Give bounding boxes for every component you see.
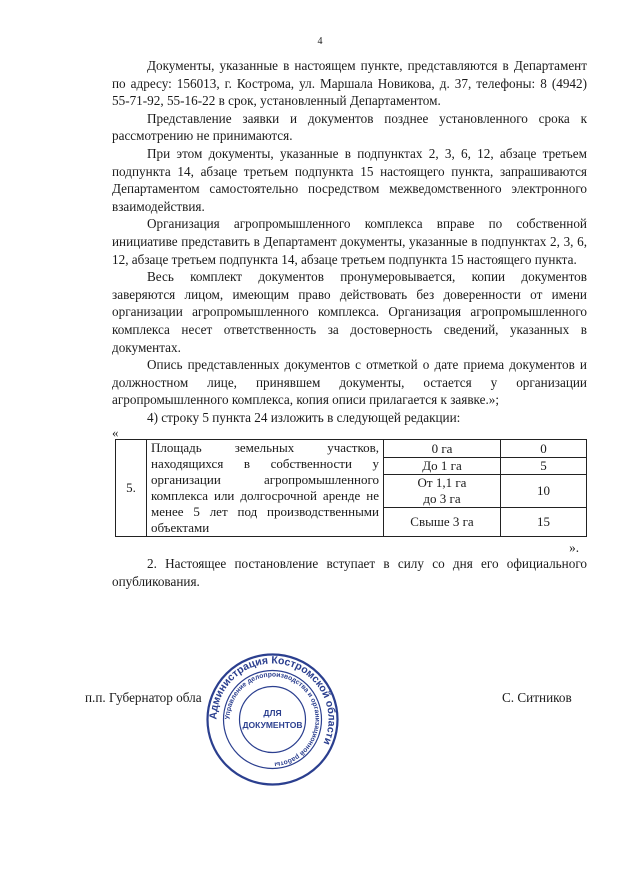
official-stamp	[205, 652, 340, 787]
score-cell: 5	[501, 457, 587, 474]
signatory-name: С. Ситников	[502, 690, 572, 705]
close-quote: ».	[569, 540, 579, 556]
score-cell: 15	[501, 508, 587, 537]
stamp-center-line2: ДОКУМЕНТОВ	[242, 720, 303, 730]
score-cell: 0	[501, 440, 587, 457]
amendment-table	[115, 439, 587, 537]
document-body	[112, 57, 587, 591]
row-number-cell: 5.	[116, 440, 147, 537]
range-line: От 1,1 га	[417, 475, 467, 491]
range-cell: 0 га	[384, 440, 501, 457]
range-cell: До 1 га	[384, 457, 501, 474]
stamp-center-line1: ДЛЯ	[263, 708, 282, 718]
range-line: до 3 га	[423, 491, 461, 507]
paragraph-address: Документы, указанные в настоящем пункте, представляются в Департамент по адресу: 156013, г. Кострома, ул. Маршала Новикова, д. 37, телефоны: 8 (4942) 55-71-92, 55-16-22 в срок, установленный Департаментом.	[112, 58, 587, 109]
range-cell: Свыше 3 га	[384, 508, 501, 537]
range-cell	[384, 474, 501, 508]
table-row	[116, 440, 587, 457]
paragraph-numbering: Весь комплект документов пронумеровывается, копии документов заверяются лицом, имеющим право действовать без доверенности от имени организации агропромышленного комплекса. Организация агропромышленного комплекса несет ответственность за достоверность сведений, указанных в документах.	[112, 269, 587, 355]
paragraph-interagency: При этом документы, указанные в подпунктах 2, 3, 6, 12, абзаце третьем подпункта 14, абзаце третьем подпункта 15 настоящего пункта, запрашиваются Департаментом самостоятельно посредством межведомственного электронного взаимодействия.	[112, 145, 587, 214]
signatory-title: п.п. Губернатор обла	[85, 690, 202, 705]
stamp-inner-text: Управление делопроизводства и организационной работы	[224, 671, 321, 768]
paragraph-effective-date: 2. Настоящее постановление вступает в силу со дня его официального опубликования.	[112, 556, 587, 590]
stamp-outer-text: Администрация Костромской области	[207, 654, 338, 747]
open-quote: «	[112, 425, 119, 441]
criterion-description-cell: Площадь земельных участков, находящихся в собственности у организации агропромышленного комплекса или долгосрочной аренде не менее 5 лет под производственными объектами	[147, 440, 384, 537]
paragraph-amendment: 4) строку 5 пункта 24 изложить в следующей редакции:	[147, 409, 461, 425]
paragraph-initiative: Организация агропромышленного комплекса вправе по собственной инициативе представить в Департамент документы, указанные в подпунктах 2, 3, 6, 12, абзаце третьем подпункта 14, абзаце третьем подпункта 15 настоящего пункта.	[112, 216, 587, 267]
paragraph-deadline: Представление заявки и документов позднее установленного срока к рассмотрению не принимаются.	[112, 110, 587, 144]
page-number: 4	[317, 36, 323, 47]
score-cell: 10	[501, 474, 587, 508]
paragraph-inventory: Опись представленных документов с отметкой о дате приема документов и должностном лице, принявшем документы, остается у организации агропромышленного комплекса, копия описи прилагается к заявке.»;	[112, 357, 587, 408]
